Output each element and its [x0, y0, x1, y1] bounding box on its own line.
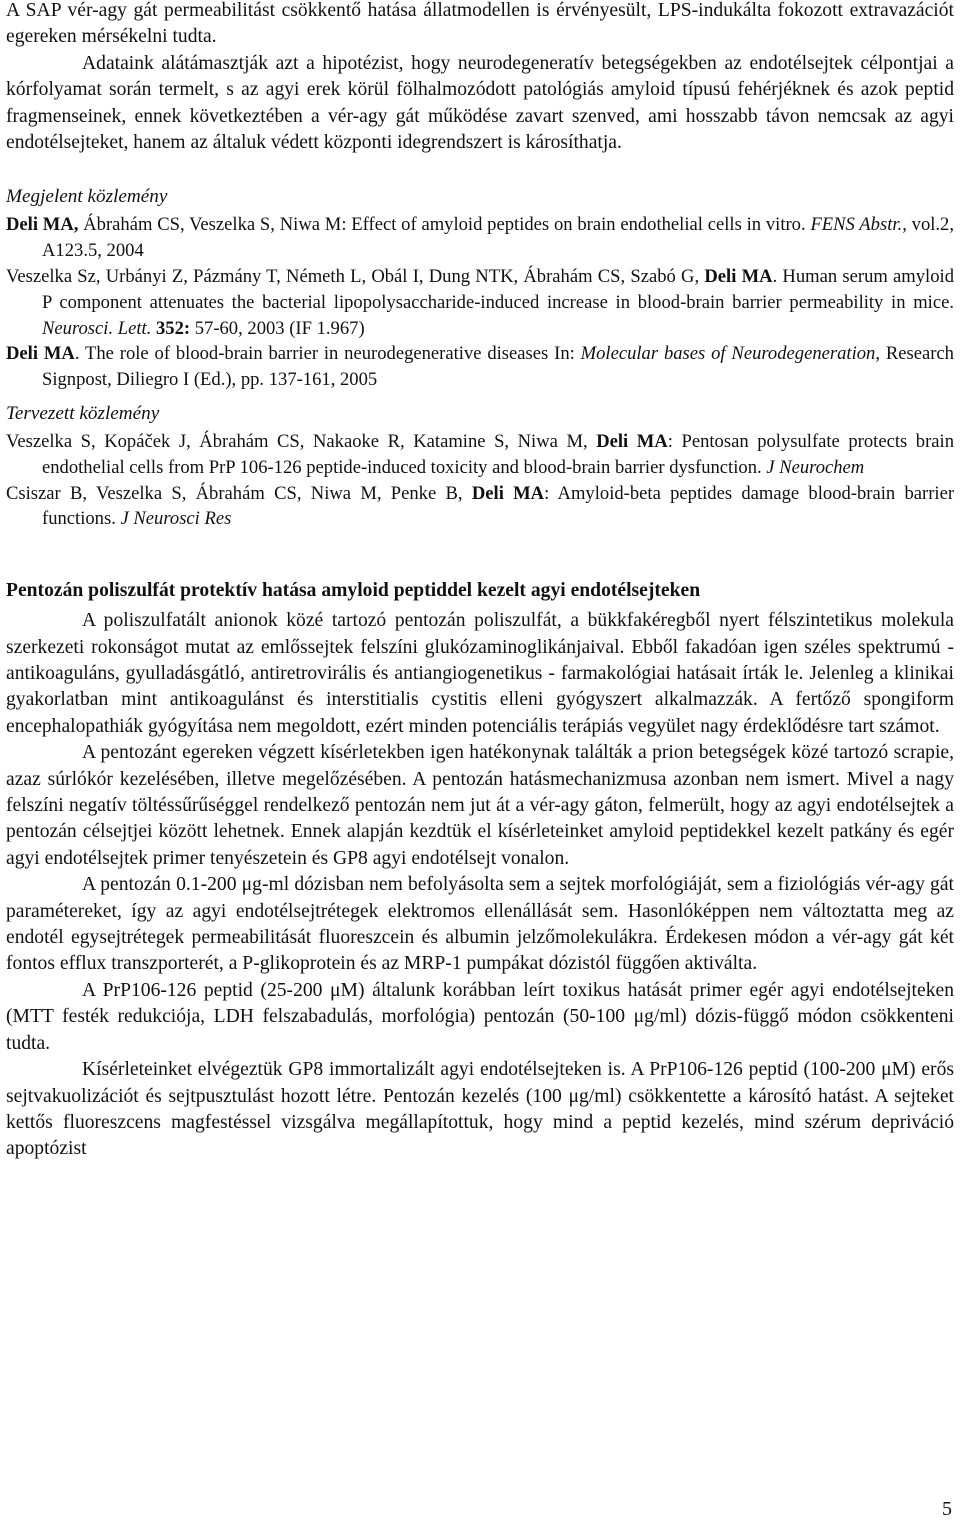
- document-page: [6, 0, 954, 1163]
- body-paragraph: A PrP106-126 peptid (25-200 μM) általunk korábban leírt toxikus hatását primer egér agyi endotélsejteken (MTT festék redukciója, LDH felszabadulás, morfológia) pentozán (50-100 μg/ml) dózis-függő módon csökkenteni tudta.: [6, 979, 954, 1054]
- ref-tail: , Research Signpost, Diliegro I (Ed.), pp. 137-161, 2005: [42, 343, 954, 391]
- ref-text: . The role of blood-brain barrier in neurodegenerative diseases In:: [74, 343, 581, 365]
- ref-authors: Veszelka Sz, Urbányi Z, Pázmány T, Németh L, Obál I, Dung NTK, Ábrahám CS, Szabó G,: [6, 266, 705, 288]
- published-ref-1: [6, 212, 954, 264]
- published-ref-2: [6, 264, 954, 341]
- ref-author-bold: Deli MA: [6, 343, 75, 365]
- ref-book: Molecular bases of Neurodegeneration: [580, 343, 876, 365]
- body-paragraph: A pentozánt egereken végzett kísérletekben igen hatékonynak találták a prion betegségek közé tartozó scrapie, azaz súrlókór kezelésében, illetve megelőzésében. A pentozán hatásmechanizmusa azonban nem ismert. Mivel a nagy felszíni negatív töltéssűrűséggel rendelkező pentozán nem jut át a vér-agy gáton, felmerült, hogy az agyi endotélsejtek a pentozán célsejtjei között lehetnek. Ennek alapján kezdtük el kísérleteinket amyloid peptidekkel kezelt patkány és egér agyi endotélsejtek primer tenyészetein és GP8 agyi endotélsejt vonalon.: [6, 742, 954, 869]
- intro-paragraph-1: A SAP vér-agy gát permeabilitást csökkentő hatása állatmodellen is érvényesült, LPS-indukálta fokozott extravazációt egereken mérsékelni tudta.: [6, 0, 954, 48]
- ref-volume: 352:: [155, 317, 191, 339]
- ref-authors: Veszelka S, Kopáček J, Ábrahám CS, Nakaoke R, Katamine S, Niwa M,: [6, 431, 597, 453]
- ref-journal: FENS Abstr.: [810, 214, 903, 236]
- planned-ref-2: [6, 481, 954, 533]
- planned-ref-1: [6, 429, 954, 481]
- body-paragraph: Kísérleteinket elvégeztük GP8 immortalizált agyi endotélsejteken is. A PrP106-126 peptid (100-200 μM) erős sejtvakuolizációt és sejtpusztulást hozott létre. Pentozán kezelés (100 μg/ml) csökkentette a károsító hatást. A sejteket kettős fluoreszcens magfestéssel vizsgálva megállapítottuk, hogy mind a peptid kezelés, mind szérum depriváció apoptózist: [6, 1059, 954, 1160]
- ref-text: Ábrahám CS, Veszelka S, Niwa M: Effect of amyloid peptides on brain endothelial cells in vitro.: [78, 214, 811, 236]
- intro-paragraph-2: Adataink alátámasztják azt a hipotézist, hogy neurodegeneratív betegségekben az endotélsejtek célpontjai a kórfolyamat során termelt, s az agyi erek körül fölhalmozódott patológiás amyloid típusú fehérjéknek és azok peptid fragmenseinek, ennek következtében a vér-agy gát működése zavart szenved, ami hosszabb távon nemcsak az agyi endotélsejteket, hanem az általuk védett központi idegrendszert is károsíthatja.: [6, 52, 954, 154]
- ref-journal: J Neurochem: [766, 456, 865, 478]
- ref-text: . Human serum amyloid P component attenuates the bacterial lipopolysaccharide-induced increase in blood-brain barrier permeability in mice.: [42, 266, 954, 313]
- ref-tail: , vol.2, A123.5, 2004: [42, 214, 955, 262]
- published-heading: Megjelent közlemény: [6, 186, 168, 208]
- ref-author-bold: Deli MA: [596, 431, 668, 453]
- ref-journal: Neurosci. Lett.: [42, 317, 152, 339]
- planned-list: [6, 429, 954, 532]
- page-number: 5: [942, 1498, 952, 1520]
- ref-authors: Csiszar B, Veszelka S, Ábrahám CS, Niwa M, Penke B,: [6, 482, 472, 504]
- body-paragraph: A poliszulfatált anionok közé tartozó pentozán poliszulfát, a bükkfakéregből nyert félszintetikus molekula szerkezeti rokonságot mutat az emlőssejtek felszíni glukózaminoglikánjaival. Ebből fakadóan igen széles spektrumú - antikoaguláns, gyulladásgátló, antiretrovirális és antiangiogenetikus - farmakológiai hatásait írták le. Jelenleg a klinikai gyakorlatban mint antikoagulánst és interstitialis cystitis elleni gyógyszert alkalmazzák. A fertőző spongiform encephalopathiák gyógyítása nem megoldott, ezért minden potenciális terápiás vegyület nagy érdeklődésre tart számot.: [6, 610, 954, 737]
- published-ref-3: [6, 341, 954, 393]
- ref-author-bold: Deli MA: [704, 266, 773, 288]
- ref-text: : Amyloid-beta peptides damage blood-brain barrier functions.: [42, 482, 955, 530]
- ref-journal: J Neurosci Res: [120, 508, 232, 530]
- section-title: Pentozán poliszulfát protektív hatása amyloid peptiddel kezelt agyi endotélsejteken: [6, 580, 701, 602]
- planned-heading: Tervezett közlemény: [6, 403, 160, 425]
- ref-author-bold: Deli MA,: [6, 214, 79, 236]
- ref-tail: 57-60, 2003 (IF 1.967): [190, 317, 365, 339]
- body-paragraph: A pentozán 0.1-200 μg-ml dózisban nem befolyásolta sem a sejtek morfológiáját, sem a fiziológiás vér-agy gát paramétereket, így az agyi endotélsejtrétegek elektromos ellenállását sem. Hasonlóképpen nem változtatta meg az endotél egysejtrétegek permeabilitását fluoreszcein és albumin jelzőmolekulákra. Érdekesen módon a vér-agy gát két fontos efflux transzporterét, a P-glikoprotein és az MRP-1 pumpákat dózistól függően aktiválta.: [6, 874, 954, 975]
- published-list: [6, 212, 954, 393]
- ref-text: : Pentosan polysulfate protects brain endothelial cells from PrP 106-126 peptide-induced toxicity and blood-brain barrier dysfunction.: [42, 431, 955, 478]
- ref-author-bold: Deli MA: [471, 482, 545, 504]
